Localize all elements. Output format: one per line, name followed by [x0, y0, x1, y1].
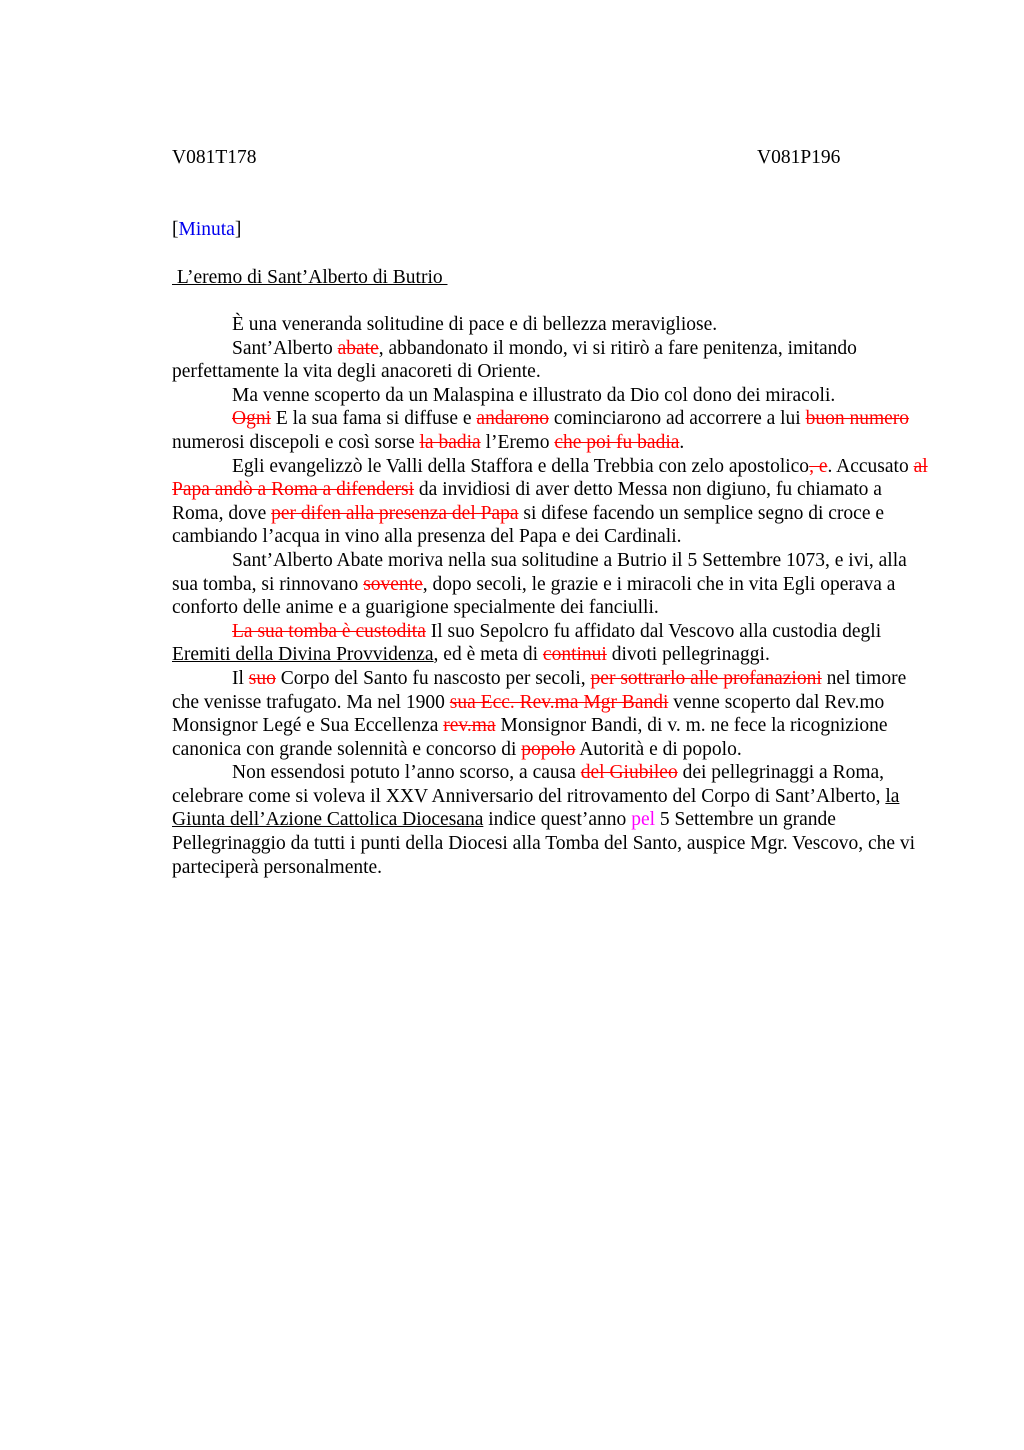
paragraph	[172, 313, 932, 337]
deleted-text: sua Ecc. Rev.ma Mgr Bandi	[449, 691, 669, 713]
deleted-text: che poi fu badia	[554, 431, 680, 453]
deleted-text: La sua tomba è custodita	[232, 620, 426, 642]
text-segment: indice quest’anno	[483, 809, 632, 831]
paragraph	[172, 667, 932, 761]
document-code-right: V081P196	[757, 147, 841, 168]
text-segment: Monsignor Bandi, di v. m. ne fece la ricognizione canonica con grande solennità e concorso di	[172, 715, 888, 760]
text-segment: .	[679, 431, 685, 453]
paragraph	[172, 620, 932, 667]
text-segment: E la sua fama si diffuse e	[271, 408, 477, 430]
text-segment: , dopo secoli, le grazie e i miracoli che in vita Egli operava a conforto delle anime e a guarigione specialmente dei fanciulli.	[172, 573, 896, 619]
paragraph	[172, 407, 932, 454]
minuta-text: Minuta	[178, 219, 235, 240]
text-segment: nel timore che venisse trafugato. Ma nel 1900	[172, 667, 907, 713]
deleted-text: , e	[809, 455, 828, 477]
deleted-text: buon numero	[805, 408, 910, 430]
deleted-text: rev.ma	[443, 715, 496, 737]
minuta-label	[172, 218, 241, 242]
text-segment: È una veneranda solitudine di pace e di bellezza meravigliose.	[232, 314, 718, 335]
text-segment: , abbandonato il mondo, vi si ritirò a fare penitenza, imitando perfettamente la vita degli anacoreti di Oriente.	[172, 337, 857, 383]
deleted-text: la badia	[419, 431, 481, 453]
highlighted-text: pel	[631, 809, 656, 831]
deleted-text: andarono	[476, 408, 549, 430]
text-segment: , ed è meta di	[433, 644, 543, 666]
text-segment: si difese facendo un semplice segno di croce e cambiando l’acqua in vino alla presenza del Papa e dei Cardinali.	[172, 502, 885, 548]
document-body	[172, 313, 932, 879]
text-segment: cominciarono ad accorrere a lui	[548, 408, 806, 430]
deleted-text: sovente	[363, 573, 423, 595]
paragraph	[172, 761, 932, 879]
text-segment: dei pellegrinaggi a Roma, celebrare come si voleva il XXV Anniversario del ritrovamento del Corpo di Sant’Alberto,	[172, 762, 886, 807]
text-segment: Egli evangelizzò le Valli della Staffora e della Trebbia con zelo apostolico	[232, 455, 810, 477]
text-segment: divoti pellegrinaggi.	[606, 644, 770, 666]
deleted-text: Ogni	[232, 408, 271, 430]
underlined-text: la Giunta dell’Azione Cattolica Diocesana	[172, 785, 900, 831]
text-segment: venne scoperto dal Rev.mo Monsignor Legé e Sua Eccellenza	[172, 691, 885, 737]
deleted-text: per sottrarlo alle profanazioni	[590, 667, 822, 689]
paragraph	[172, 549, 932, 620]
text-segment: 5 Settembre un grande Pellegrinaggio da tutti i punti della Diocesi alla Tomba del Santo, auspice Mgr. Vescovo, che vi parteciperà personalmente.	[172, 809, 916, 878]
text-segment: Ma venne scoperto da un Malaspina e illustrato da Dio col dono dei miracoli.	[232, 384, 836, 406]
underlined-text: Eremiti della Divina Provvidenza	[172, 644, 434, 666]
paragraph	[172, 337, 932, 384]
text-segment: Il	[232, 667, 249, 689]
text-segment: l’Eremo	[480, 431, 555, 453]
deleted-text: abate	[337, 337, 379, 359]
deleted-text: continui	[542, 644, 607, 666]
text-segment: Non essendosi potuto l’anno scorso, a causa	[232, 762, 581, 784]
deleted-text: suo	[248, 667, 276, 689]
text-segment: numerosi discepoli e così sorse	[172, 431, 420, 453]
paragraph	[172, 384, 932, 408]
deleted-text: popolo	[521, 738, 576, 760]
text-segment: Sant’Alberto	[232, 337, 338, 359]
deleted-text: del Giubileo	[580, 762, 678, 784]
text-segment: Il suo Sepolcro fu affidato dal Vescovo alla custodia degli	[425, 620, 882, 642]
text-segment: da invidiosi di aver detto Messa non digiuno, fu chiamato a Roma, dove	[172, 479, 882, 524]
paragraph	[172, 455, 932, 549]
text-segment: Corpo del Santo fu nascosto per secoli,	[275, 667, 591, 689]
text-segment: Autorità e di popolo.	[575, 738, 742, 760]
document-title: L’eremo di Sant’Alberto di Butrio	[172, 267, 448, 288]
deleted-text: per difen alla presenza del Papa	[271, 502, 519, 524]
deleted-text: al Papa andò a Roma a difendersi	[172, 455, 928, 501]
text-segment: Sant’Alberto Abate moriva nella sua solitudine a Butrio il 5 Settembre 1073, e ivi, alla sua tomba, si rinnovano	[172, 549, 907, 595]
document-code-left: V081T178	[172, 147, 257, 168]
text-segment: . Accusato	[827, 455, 914, 477]
minuta-open-bracket: [	[172, 219, 179, 240]
minuta-close-bracket: ]	[234, 219, 242, 240]
